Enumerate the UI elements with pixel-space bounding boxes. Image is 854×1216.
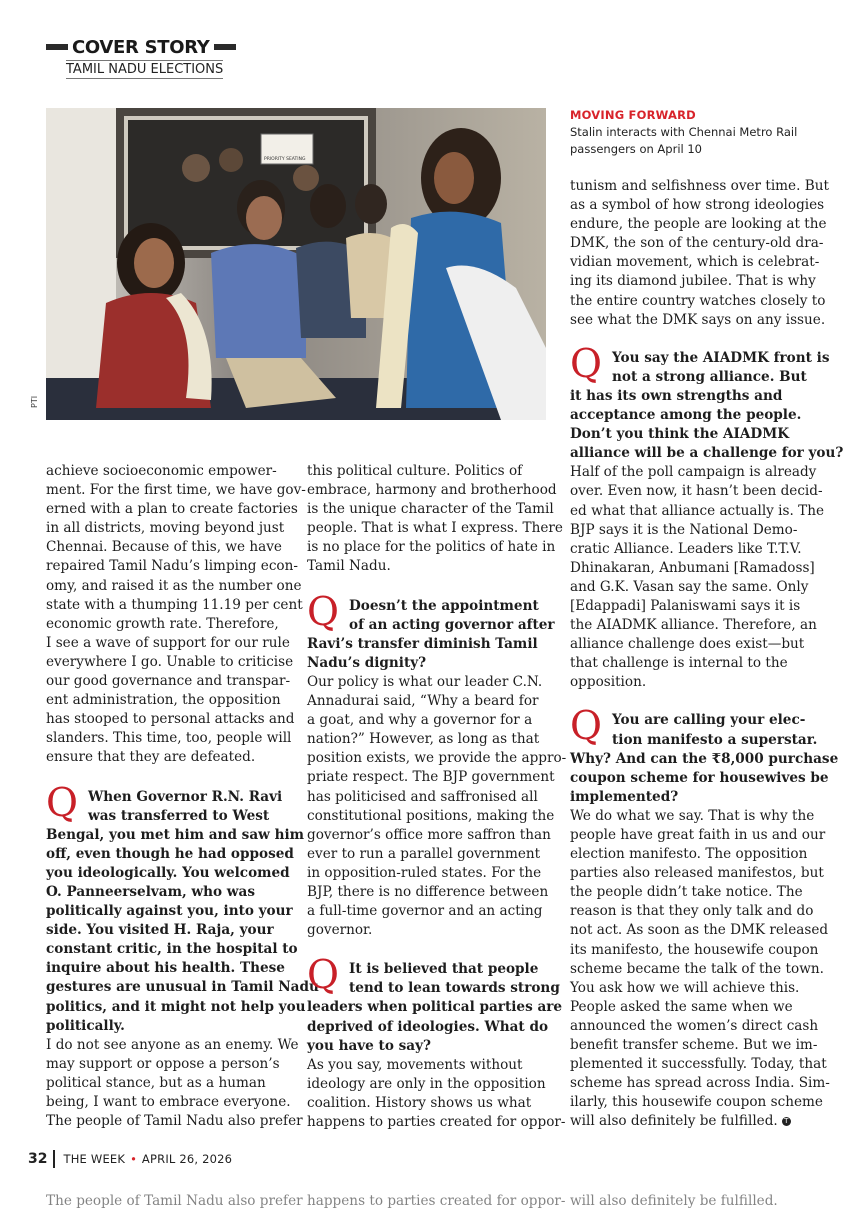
body-line: vidian movement, which is celebrat- — [570, 254, 820, 271]
question-4 — [570, 341, 844, 464]
body-line: position exists, we provide the appro- — [307, 750, 567, 767]
question-line: leaders when political parties are — [307, 999, 563, 1016]
question-2 — [307, 589, 555, 673]
body-line: constitutional positions, making the — [307, 807, 555, 824]
body-line: erned with a plan to create factories — [46, 501, 298, 518]
body-line: the people didn’t take notice. The — [570, 884, 803, 901]
body-line: over. Even now, it hasn’t been decid- — [570, 483, 823, 500]
body-line: ensure that they are defeated. — [46, 749, 256, 766]
question-line: Nadu’s dignity? — [307, 654, 427, 671]
kicker-subtitle: TAMIL NADU ELECTIONS — [66, 62, 224, 77]
answer-1 — [46, 1036, 303, 1131]
body-line: ideology are only in the opposition — [307, 1075, 546, 1092]
body-line: omy, and raised it as the number one — [46, 577, 302, 594]
body-line: endure, the people are looking at the — [570, 216, 827, 233]
question-line: constant critic, in the hospital to — [46, 941, 298, 958]
body-line: ent administration, the opposition — [46, 692, 281, 709]
body-line: people have great faith in us and our — [570, 827, 826, 843]
col2-intro — [307, 462, 563, 577]
body-line: slanders. This time, too, people will — [46, 730, 292, 747]
question-line: politics, and it might not help you — [46, 998, 306, 1015]
body-line: alliance challenge does exist—but — [570, 636, 805, 653]
body-line: a goat, and why a governor for a — [307, 712, 533, 729]
body-line: election manifesto. The opposition — [570, 846, 808, 863]
body-line: may support or oppose a person’s — [46, 1055, 280, 1072]
body-line: I do not see anyone as an enemy. We — [46, 1036, 299, 1053]
body-line: the AIADMK alliance. Therefore, an — [570, 617, 817, 634]
body-line: ing its diamond jubilee. That is why — [570, 273, 816, 290]
photo-sign-text: PRIORITY SEATING — [264, 157, 306, 162]
question-line: off, even though he had opposed — [46, 845, 294, 862]
kicker-bar-right — [214, 44, 236, 50]
body-line: You ask how we will achieve this. — [570, 979, 800, 996]
caption-line: passengers on April 10 — [570, 142, 702, 156]
body-line: ed what that alliance actually is. The — [570, 502, 825, 519]
question-line: alliance will be a challenge for you? — [570, 445, 844, 462]
body-line: The people of Tamil Nadu also prefer — [46, 1113, 303, 1130]
question-line: When Governor R.N. Ravi — [88, 788, 283, 805]
caption-text — [570, 124, 820, 158]
body-line: reason is that they only talk and do — [570, 903, 814, 920]
body-line: is the unique character of the Tamil — [307, 501, 554, 518]
body-line: opposition. — [570, 674, 647, 691]
cover-photo — [46, 108, 546, 420]
body-line: nation?” However, as long as that — [307, 731, 540, 748]
ghost-text: The people of Tamil Nadu also prefer — [46, 1193, 303, 1209]
body-line: is no place for the politics of hate in — [307, 539, 556, 556]
answer-4 — [570, 463, 825, 692]
question-line: you have to say? — [307, 1037, 431, 1054]
body-line: governor’s office more saffron than — [307, 826, 551, 843]
body-line: ilarly, this housewife coupon scheme — [570, 1094, 823, 1111]
body-line: embrace, harmony and brotherhood — [307, 482, 557, 499]
body-line: Dhinakaran, Anbumani [Ramadoss] — [570, 559, 815, 576]
question-line: It is believed that people — [349, 961, 539, 978]
body-line: As you say, movements without — [307, 1056, 523, 1073]
col1-intro — [46, 462, 306, 768]
question-line: You say the AIADMK front is — [612, 349, 830, 366]
body-line: [Edappadi] Palaniswami says it is — [570, 597, 801, 614]
caption-line: Stalin interacts with Chennai Metro Rail — [570, 125, 798, 139]
body-line: and G.K. Vasan say the same. Only — [570, 578, 809, 595]
body-line: a full-time governor and an acting — [307, 903, 543, 920]
body-line: everywhere I go. Unable to criticise — [46, 653, 294, 670]
body-line: plemented it successfully. Today, that — [570, 1056, 827, 1073]
question-line: tion manifesto a superstar. — [612, 731, 818, 748]
body-line: ever to run a parallel government — [307, 845, 541, 862]
body-line: People asked the same when we — [570, 998, 793, 1015]
question-line: side. You visited H. Raja, your — [46, 922, 274, 939]
body-line: coalition. History shows us what — [307, 1094, 532, 1111]
body-line: Chennai. Because of this, we have — [46, 539, 282, 556]
page-footer — [28, 1150, 232, 1168]
caption-title: MOVING FORWARD — [570, 108, 696, 122]
body-line: see what the DMK says on any issue. — [570, 311, 826, 328]
question-line: it has its own strengths and — [570, 387, 783, 404]
q-mark: Q — [570, 341, 602, 387]
body-line: ment. For the first time, we have gov- — [46, 482, 306, 499]
col3-intro — [570, 177, 829, 330]
body-line: parties also released manifestos, but — [570, 865, 824, 882]
body-line: has stooped to personal attacks and — [46, 711, 295, 728]
body-line: tunism and selfishness over time. But — [570, 178, 829, 194]
metro-photo-illustration — [46, 108, 546, 420]
question-line: implemented? — [570, 788, 679, 805]
q-mark: Q — [570, 704, 602, 750]
body-line: Annadurai said, “Why a beard for — [307, 693, 539, 710]
page-number: 32 — [28, 1150, 55, 1168]
answer-2 — [307, 673, 567, 940]
question-1 — [46, 780, 319, 1036]
body-line: repaired Tamil Nadu’s limping econ- — [46, 558, 298, 575]
question-line: Why? And can the ₹8,000 purchase — [570, 750, 839, 767]
question-line: Bengal, you met him and saw him — [46, 826, 305, 843]
body-line: DMK, the son of the century-old dra- — [570, 235, 824, 252]
body-line: We do what we say. That is why the — [570, 807, 815, 824]
body-line: benefit transfer scheme. But we im- — [570, 1037, 818, 1054]
answer-3 — [307, 1056, 566, 1132]
body-line: our good governance and transpar- — [46, 673, 291, 690]
question-line: You are calling your elec- — [612, 712, 806, 729]
question-line: was transferred to West — [88, 807, 270, 824]
body-line: scheme has spread across India. Sim- — [570, 1075, 830, 1092]
body-line: cratic Alliance. Leaders like T.T.V. — [570, 540, 802, 557]
body-line: governor. — [307, 922, 373, 939]
body-line: in opposition-ruled states. For the — [307, 864, 542, 881]
kicker-bar-left — [46, 44, 68, 50]
body-line: BJP, there is no difference between — [307, 883, 549, 900]
section-kicker — [46, 36, 242, 79]
answer-5 — [570, 807, 830, 1132]
body-line: being, I want to embrace everyone. — [46, 1094, 291, 1110]
issue-date: APRIL 26, 2026 — [141, 1152, 233, 1166]
article-column-1 — [46, 462, 319, 1131]
question-line: deprived of ideologies. What do — [307, 1018, 549, 1035]
article-column-3 — [570, 177, 844, 1132]
question-line: of an acting governor after — [349, 616, 555, 633]
body-line: this political culture. Politics of — [307, 463, 523, 479]
question-line: not a strong alliance. But — [612, 368, 807, 385]
question-line: O. Panneerselvam, who was — [46, 883, 255, 900]
body-line — [570, 1112, 820, 1131]
article-column-2 — [307, 462, 567, 1132]
question-line: inquire about his health. These — [46, 960, 285, 977]
question-line: tend to lean towards strong — [349, 980, 560, 997]
body-line: in all districts, moving beyond just — [46, 520, 285, 537]
question-3 — [307, 953, 563, 1055]
body-line: economic growth rate. Therefore, — [46, 615, 279, 632]
question-line: politically against you, into your — [46, 903, 293, 920]
body-line: scheme became the talk of the town. — [570, 960, 824, 977]
question-line: Don’t you think the AIADMK — [570, 426, 790, 443]
question-5 — [570, 704, 839, 806]
body-line: state with a thumping 11.19 per cent — [46, 596, 303, 613]
body-line: announced the women’s direct cash — [570, 1017, 819, 1034]
ghost-text: will also definitely be fulfilled. — [570, 1193, 778, 1209]
publication-name: THE WEEK — [63, 1152, 126, 1166]
body-line: Our policy is what our leader C.N. — [307, 673, 543, 690]
end-mark-icon: T — [782, 1117, 791, 1126]
ghost-text: happens to parties created for oppor- — [307, 1193, 566, 1209]
body-line: that challenge is internal to the — [570, 655, 788, 672]
q-mark: Q — [307, 953, 339, 999]
q-mark: Q — [46, 780, 78, 826]
question-line: you ideologically. You welcomed — [46, 864, 290, 881]
body-line: the entire country watches closely to — [570, 292, 826, 309]
body-line: as a symbol of how strong ideologies — [570, 197, 825, 214]
kicker-title: COVER STORY — [72, 36, 210, 58]
body-line: I see a wave of support for our rule — [46, 634, 290, 651]
body-line: BJP says it is the National Demo- — [570, 521, 798, 538]
body-line: priate respect. The BJP government — [307, 769, 555, 786]
question-line: coupon scheme for housewives be — [570, 769, 829, 786]
body-line: happens to parties created for oppor- — [307, 1114, 566, 1130]
question-line: acceptance among the people. — [570, 407, 802, 424]
body-line: its manifesto, the housewife coupon — [570, 941, 819, 958]
question-line: Ravi’s transfer diminish Tamil — [307, 635, 538, 652]
body-line: Half of the poll campaign is already — [570, 464, 817, 481]
photo-credit: PTI — [30, 395, 39, 408]
body-line: achieve socioeconomic empower- — [46, 463, 277, 479]
q-mark: Q — [307, 589, 339, 635]
question-line: politically. — [46, 1017, 125, 1034]
question-line: gestures are unusual in Tamil Nadu — [46, 979, 319, 996]
question-line: Doesn’t the appointment — [349, 597, 539, 614]
body-line-text: will also definitely be fulfilled. — [570, 1113, 778, 1130]
body-line: political stance, but as a human — [46, 1074, 266, 1091]
separator-dot-icon: • — [130, 1152, 137, 1166]
body-line: people. That is what I express. There — [307, 520, 563, 537]
body-line: has politicised and saffronised all — [307, 788, 538, 805]
body-line: Tamil Nadu. — [307, 558, 391, 575]
body-line: not act. As soon as the DMK released — [570, 922, 829, 939]
